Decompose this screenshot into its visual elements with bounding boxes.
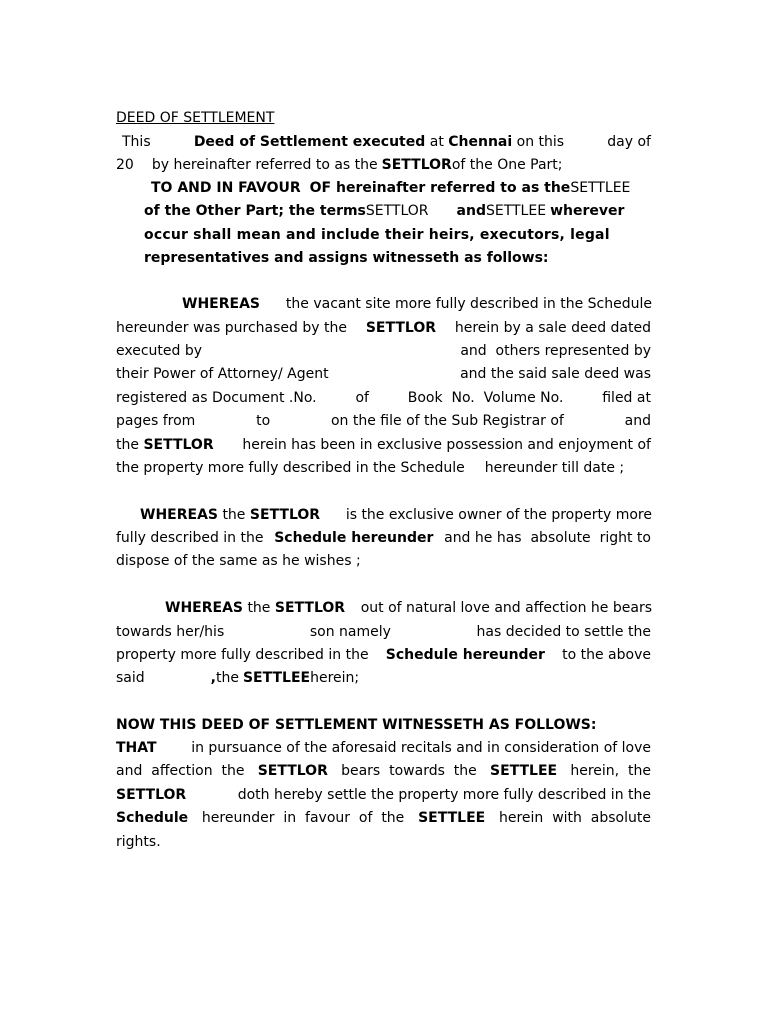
recital-text: and others represented by — [460, 343, 651, 359]
recital-text: son namely — [309, 624, 391, 640]
recital-text: the — [222, 507, 246, 523]
settlor-term: SETTLOR — [381, 157, 452, 173]
witness-text: herein, the — [570, 763, 651, 779]
recital-text: executed by — [116, 343, 203, 359]
recital-text: Book No. Volume No. — [407, 390, 564, 406]
document-title: DEED OF SETTLEMENT — [116, 110, 275, 126]
whereas3-line-3 — [116, 644, 651, 666]
document-title-line — [116, 107, 651, 129]
recital-text: has decided to settle the — [476, 624, 651, 640]
whereas1-line-2 — [116, 317, 651, 339]
witness-text: hereunder in favour of the — [201, 810, 405, 826]
schedule-term: Schedule hereunder — [274, 530, 434, 546]
recital-text: is the exclusive owner of the property more — [345, 507, 652, 523]
whereas-keyword: WHEREAS — [182, 296, 260, 312]
recital-text: and — [624, 413, 651, 429]
recital-text: out of natural love and affection he bears — [360, 600, 652, 616]
recital-text: the — [247, 600, 271, 616]
witness-text: in pursuance of the aforesaid recitals and in consideration of love — [191, 740, 651, 756]
settlee-term: SETTLEE — [242, 670, 311, 686]
preamble-text: This — [122, 134, 151, 150]
preamble-bold-text: occur shall mean and include their heirs, executors, legal — [144, 227, 610, 243]
preamble-bold-text: wherever — [550, 203, 625, 219]
place-name: Chennai — [448, 134, 513, 150]
preamble-text: on this — [516, 134, 565, 150]
preamble-line-2 — [116, 154, 651, 176]
recital-text: fully described in the — [116, 530, 264, 546]
witness-line-4 — [116, 807, 651, 829]
settlor-term: SETTLOR — [116, 787, 187, 803]
settlee-term: SETTLEE — [485, 203, 547, 219]
recital-text: registered as Document .No. — [116, 390, 317, 406]
settlor-term: SETTLOR — [143, 437, 214, 453]
settlor-term: SETTLOR — [274, 600, 346, 616]
preamble-line-6 — [144, 247, 652, 269]
witness-text: bears towards the — [341, 763, 477, 779]
recital-text: dispose of the same as he wishes ; — [116, 553, 361, 569]
whereas1-line-1 — [182, 293, 652, 315]
recital-text: and he has absolute right to — [444, 530, 651, 546]
deed-name: Deed of Settlement executed — [193, 134, 426, 150]
recital-text: of — [355, 390, 369, 406]
whereas1-line-5 — [116, 387, 651, 409]
witness-text: rights. — [116, 834, 161, 850]
whereas2-line-1 — [140, 504, 652, 526]
whereas3-line-4 — [116, 667, 651, 689]
whereas1-line-8 — [116, 457, 651, 479]
witness-line-1 — [116, 737, 651, 759]
recital-text: herein; — [310, 670, 360, 686]
settlor-term: SETTLOR — [365, 203, 429, 219]
recital-text: and the said sale deed was — [460, 366, 651, 382]
witness-line-2 — [116, 760, 651, 782]
settlor-term: SETTLOR — [365, 320, 436, 336]
recital-text: filed at — [602, 390, 651, 406]
recital-text: on the file of the Sub Registrar of — [330, 413, 564, 429]
recital-text: to the above — [562, 647, 651, 663]
settlor-term: SETTLOR — [249, 507, 321, 523]
recital-text: the — [116, 437, 139, 453]
that-keyword: THAT — [116, 740, 157, 756]
recital-text: herein has been in exclusive possession and enjoyment of — [242, 437, 651, 453]
witness-heading-line — [116, 714, 651, 736]
preamble-bold-text: OF hereinafter referred to as the — [309, 180, 571, 196]
whereas3-line-1 — [165, 597, 652, 619]
whereas2-line-3 — [116, 550, 651, 572]
witness-text: doth hereby settle the property more fully described in the — [237, 787, 651, 803]
recital-text: hereunder till date ; — [484, 460, 625, 476]
recital-text: the property more fully described in the Schedule — [116, 460, 465, 476]
recital-text: the — [215, 670, 239, 686]
recital-text: said — [116, 670, 145, 686]
preamble-bold-text: of the Other Part; the terms — [144, 203, 366, 219]
whereas1-line-4 — [116, 363, 651, 385]
settlee-term: SETTLEE — [489, 763, 558, 779]
settlor-term: SETTLOR — [257, 763, 328, 779]
year-prefix: 20 — [116, 157, 134, 173]
witness-line-5 — [116, 831, 651, 853]
settlee-term: SETTLEE — [418, 810, 486, 826]
preamble-text: by hereinafter referred to as the — [151, 157, 378, 173]
preamble-text: day of — [607, 134, 651, 150]
witness-line-3 — [116, 784, 651, 806]
schedule-term: Schedule hereunder — [385, 647, 545, 663]
recital-text: hereunder was purchased by the — [116, 320, 347, 336]
whereas1-line-6 — [116, 410, 651, 432]
preamble-line-5 — [144, 224, 652, 246]
recital-text: property more fully described in the — [116, 647, 369, 663]
witness-text: herein with absolute — [498, 810, 651, 826]
whereas2-line-2 — [116, 527, 651, 549]
recital-text: their Power of Attorney/ Agent — [116, 366, 329, 382]
whereas-keyword: WHEREAS — [140, 507, 218, 523]
recital-text: to — [256, 413, 271, 429]
preamble-bold-text: and — [456, 203, 486, 219]
preamble-line-1 — [122, 131, 651, 153]
whereas-keyword: WHEREAS — [165, 600, 243, 616]
recital-text: towards her/his — [116, 624, 225, 640]
preamble-text: of the One Part; — [451, 157, 563, 173]
recital-comma: , — [210, 670, 216, 686]
witness-text: and affection the — [116, 763, 245, 779]
favour-heading: TO AND IN FAVOUR — [151, 180, 301, 196]
preamble-bold-text: representatives and assigns witnesseth as follows: — [144, 250, 549, 266]
settlee-term: SETTLEE — [570, 180, 631, 196]
preamble-text: at — [429, 134, 444, 150]
witness-heading: NOW THIS DEED OF SETTLEMENT WITNESSETH AS FOLLOWS: — [116, 717, 597, 733]
recital-text: herein by a sale deed dated — [454, 320, 651, 336]
whereas3-line-2 — [116, 621, 651, 643]
whereas1-line-3 — [116, 340, 651, 362]
schedule-term: Schedule — [116, 810, 189, 826]
recital-text: the vacant site more fully described in the Schedule — [285, 296, 652, 312]
preamble-line-3 — [151, 177, 651, 199]
preamble-line-4 — [144, 200, 652, 222]
whereas1-line-7 — [116, 434, 651, 456]
recital-text: pages from — [116, 413, 196, 429]
